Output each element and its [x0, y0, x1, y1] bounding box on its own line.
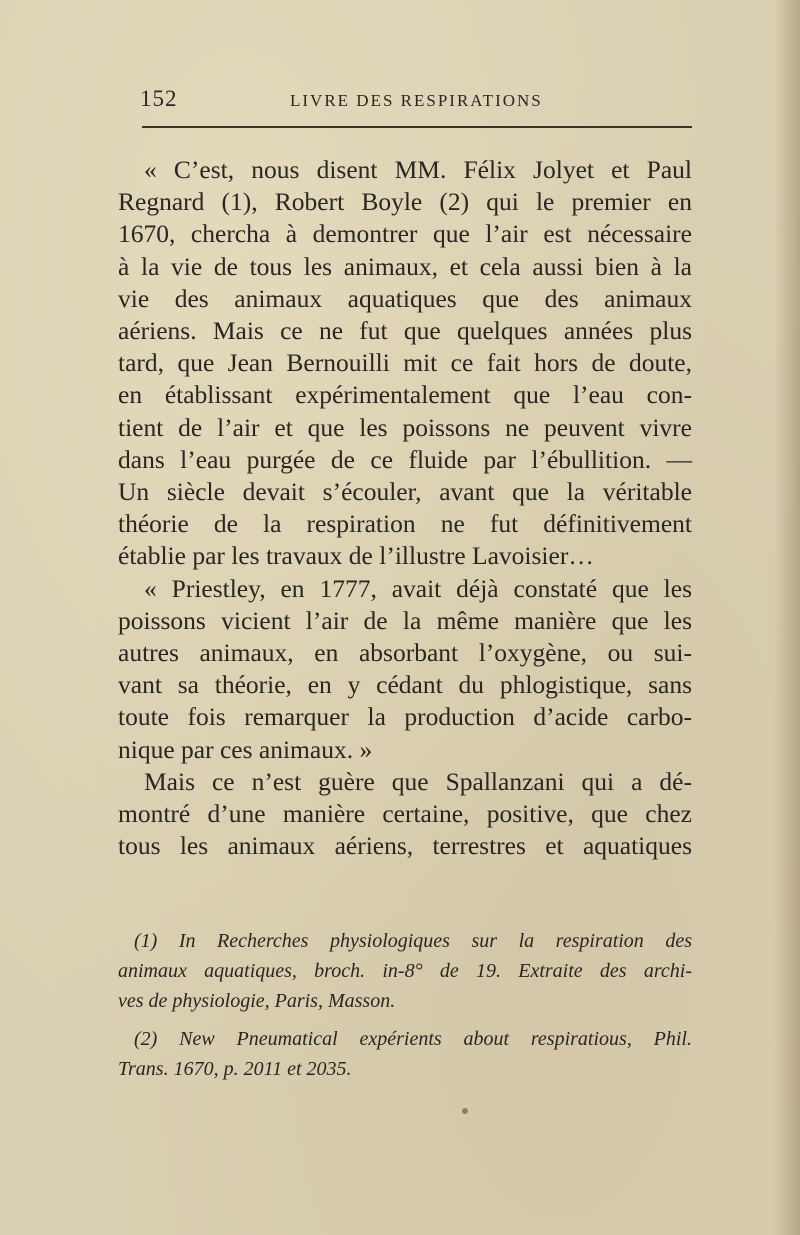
- text-line: Un siècle devait s’écouler, avant que la véritable: [118, 477, 692, 507]
- page-number: 152: [140, 86, 178, 111]
- text-line: 1670, chercha à demontrer que l’air est nécessaire: [118, 219, 692, 249]
- running-title: LIVRE DES RESPIRATIONS: [290, 91, 543, 110]
- text-line: dans l’eau purgée de ce fluide par l’ébullition. —: [118, 444, 692, 474]
- text-line: Mais ce n’est guère que Spallanzani qui a dé-: [144, 766, 692, 796]
- text-line: tard, que Jean Bernouilli mit ce fait hors de doute,: [118, 348, 692, 378]
- text-line: établie par les travaux de l’illustre Lavoisier…: [118, 541, 594, 571]
- text-line: tient de l’air et que les poissons ne peuvent vivre: [118, 412, 692, 442]
- text-line: à la vie de tous les animaux, et cela aussi bien à la: [118, 251, 692, 281]
- page-header: [140, 86, 692, 116]
- text-line: vie des animaux aquatiques que des animaux: [118, 283, 692, 313]
- body-text: [118, 154, 692, 862]
- text-line: « Priestley, en 1777, avait déjà constaté que les: [144, 573, 692, 603]
- text-line: aériens. Mais ce ne fut que quelques années plus: [118, 316, 692, 346]
- text-line: Regnard (1), Robert Boyle (2) qui le premier en: [118, 187, 692, 217]
- text-line: montré d’une manière certaine, positive, que chez: [118, 799, 692, 829]
- footnote-1-line: animaux aquatiques, broch. in-8° de 19. Extraite des archi-: [118, 960, 692, 982]
- footnote-1-line: (1) In Recherches physiologiques sur la respiration des: [134, 930, 692, 952]
- text-line: tous les animaux aériens, terrestres et aquatiques: [118, 831, 692, 861]
- text-line: nique par ces animaux. »: [118, 734, 373, 764]
- text-line: en établissant expérimentalement que l’eau con-: [118, 380, 692, 410]
- text-line: poissons vicient l’air de la même manière que les: [118, 605, 692, 635]
- footnote-1-line: ves de physiologie, Paris, Masson.: [118, 990, 396, 1012]
- text-line: toute fois remarquer la production d’acide carbo-: [118, 702, 692, 732]
- footnote-2-line: Trans. 1670, p. 2011 et 2035.: [118, 1058, 352, 1080]
- text-line: vant sa théorie, en y cédant du phlogistique, sans: [118, 670, 692, 700]
- ink-speck: [462, 1108, 468, 1114]
- footnote-2-line: (2) New Pneumatical expérients about respiratious, Phil.: [134, 1028, 692, 1050]
- page-edge-shadow: [774, 0, 800, 1235]
- text-line: autres animaux, en absorbant l’oxygène, ou sui-: [118, 638, 692, 668]
- footnotes: [118, 926, 692, 1084]
- text-line: « C’est, nous disent MM. Félix Jolyet et Paul: [144, 155, 692, 184]
- header-rule: [142, 126, 692, 128]
- text-line: théorie de la respiration ne fut définitivement: [118, 509, 692, 539]
